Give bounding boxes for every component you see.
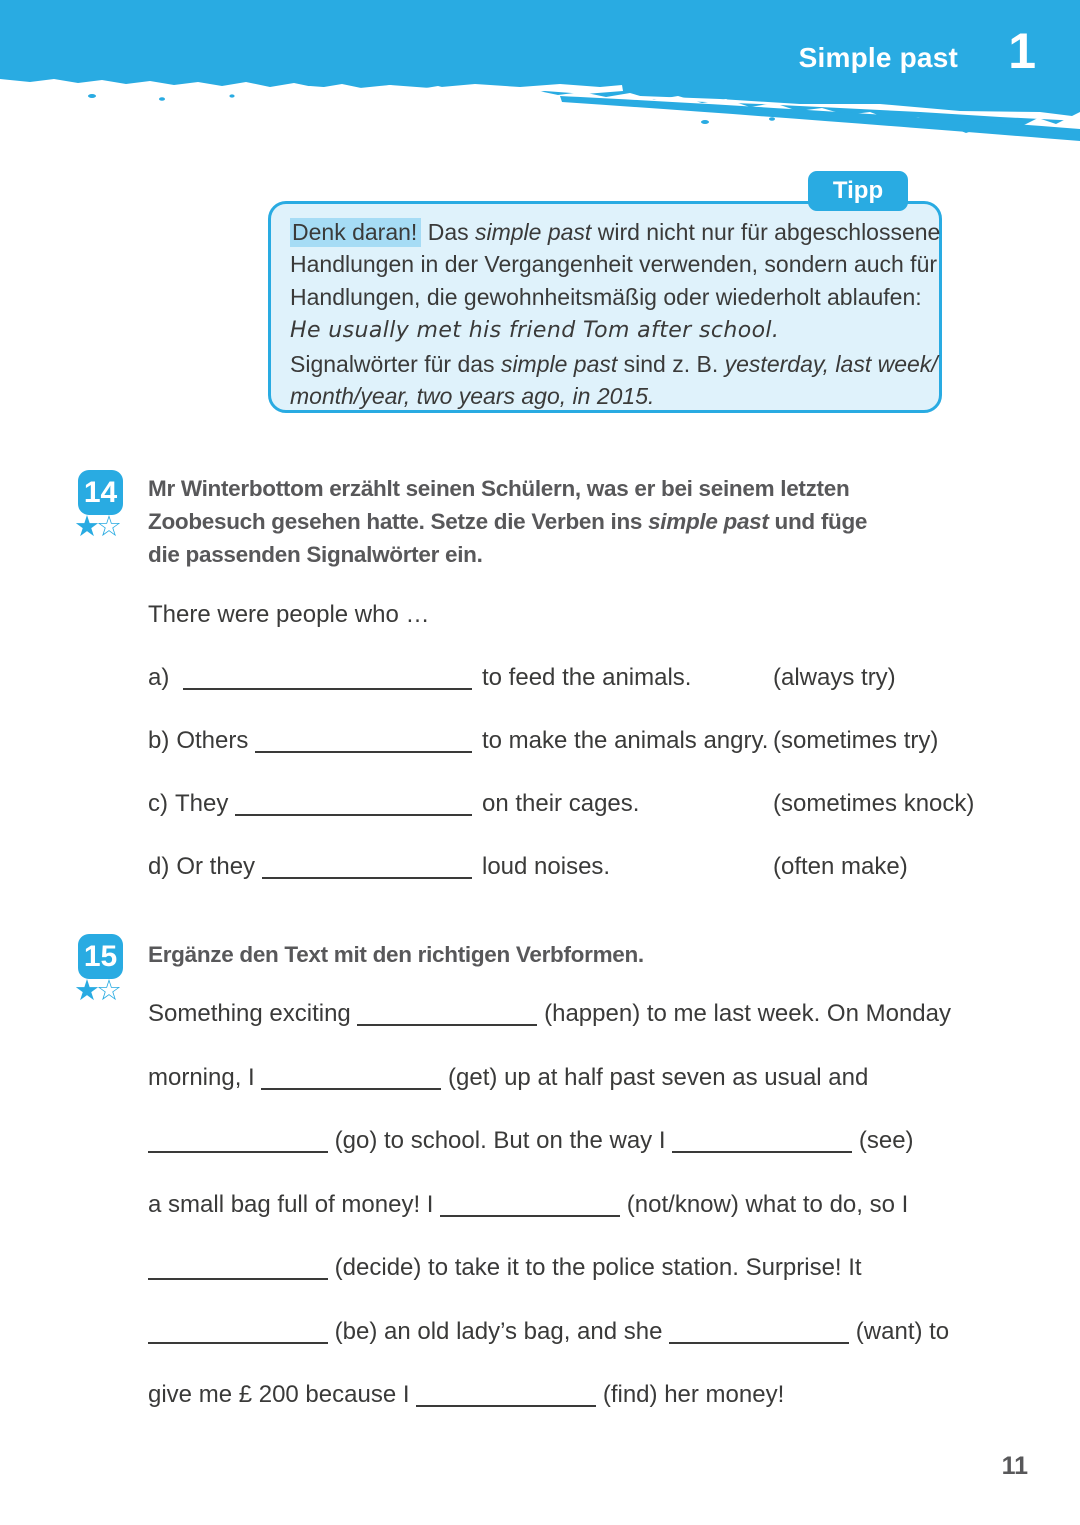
- text-segment: (decide) to take it to the police station. Surprise! It: [328, 1254, 862, 1281]
- text-segment: (find) her money!: [596, 1381, 785, 1408]
- item-post-text: loud noises.: [482, 853, 611, 880]
- text-segment: morning, I: [148, 1063, 262, 1091]
- instruction-line: [148, 538, 908, 571]
- exercise14-number-badge: 14: [78, 470, 123, 515]
- fill-in-blank[interactable]: [148, 1278, 328, 1280]
- fill-in-blank[interactable]: [416, 1405, 596, 1407]
- text-segment: (get) up at half past seven as usual and: [441, 1063, 869, 1091]
- text-segment: simple past: [475, 219, 592, 245]
- item-left: [148, 664, 472, 692]
- fill-in-blank[interactable]: [183, 688, 472, 690]
- text-segment: sind z. B.: [617, 350, 725, 377]
- item-label: b): [148, 727, 170, 754]
- text-line: [148, 1190, 1028, 1220]
- chapter-number: 1: [1008, 23, 1036, 79]
- text-segment: wird nicht nur für abgeschlossene: [591, 219, 941, 245]
- text-segment: Handlungen in der Vergangenheit verwenden, sondern auch für: [290, 251, 938, 278]
- text-segment: Handlungen, die gewohnheitsmäßig oder wiederholt ablaufen:: [290, 283, 922, 310]
- fill-in-blank[interactable]: [235, 814, 472, 816]
- item-post-text: to feed the animals.: [482, 664, 692, 691]
- text-segment: (go) to school. But on the way I: [328, 1127, 673, 1154]
- tip-line: [290, 313, 925, 347]
- text-segment: Mr Winterbottom erzählt seinen Schülern, was er bei seinem letzten: [148, 476, 850, 501]
- text-segment: Zoobesuch gesehen hatte. Setze die Verben ins: [148, 509, 649, 534]
- text-segment: Something exciting: [148, 1000, 358, 1027]
- fill-in-blank[interactable]: [261, 1088, 441, 1090]
- tip-line: [290, 348, 938, 380]
- exercise15-instruction: Ergänze den Text mit den richtigen Verbformen.: [148, 942, 644, 967]
- text-segment: und füge: [768, 509, 868, 534]
- text-segment: die passenden Signalwörter ein.: [148, 542, 483, 567]
- exercise14-difficulty-stars: [74, 509, 118, 543]
- text-segment: (see): [852, 1127, 914, 1154]
- text-segment: Signalwörter für das: [290, 350, 501, 377]
- item-label: a): [148, 664, 170, 691]
- item-pre-text: Or they: [176, 853, 256, 880]
- item-hint: (always try): [773, 664, 896, 691]
- text-line: [148, 1317, 1028, 1347]
- text-segment: a small bag full of money! I: [148, 1190, 441, 1218]
- fill-in-blank[interactable]: [669, 1342, 849, 1344]
- item-left: [148, 727, 472, 755]
- exercise14-instruction: [148, 472, 908, 571]
- page-number: 11: [1001, 1452, 1028, 1480]
- tip-tab-label: Tipp: [808, 171, 908, 211]
- star-filled-icon: ★: [74, 509, 96, 543]
- text-segment: month/year, two years ago, in 2015.: [290, 383, 655, 410]
- chapter-title: Simple past: [798, 42, 958, 73]
- item-post-text: to make the animals angry.: [482, 727, 769, 754]
- tip-line: [290, 216, 941, 248]
- star-outline-icon: ☆: [96, 509, 118, 543]
- item-hint: (sometimes knock): [773, 790, 975, 817]
- exercise14-item-d: [148, 853, 1028, 883]
- star-filled-icon: ★: [74, 973, 96, 1007]
- exercise15-text: [148, 999, 1028, 1444]
- text-segment: (happen) to me last week. On Monday: [537, 1000, 951, 1027]
- fill-in-blank[interactable]: [672, 1151, 852, 1153]
- exercise15-number-badge: 15: [78, 934, 123, 979]
- text-segment: (not/know) what to do, so I: [620, 1190, 909, 1218]
- text-segment: yesterday, last week/: [724, 350, 938, 377]
- item-left: [148, 790, 472, 818]
- fill-in-blank[interactable]: [255, 751, 472, 753]
- text-line: [148, 1380, 1028, 1410]
- text-segment: Das: [421, 219, 475, 245]
- star-outline-icon: ☆: [96, 973, 118, 1007]
- text-segment: (want) to: [849, 1317, 950, 1345]
- tip-line: [290, 380, 925, 412]
- fill-in-blank[interactable]: [357, 1024, 537, 1026]
- text-line: [148, 1063, 1028, 1093]
- text-line: [148, 999, 1028, 1029]
- instruction-line: [148, 472, 908, 505]
- item-hint: (sometimes try): [773, 727, 939, 754]
- instruction-line: [148, 505, 908, 538]
- exercise14-item-b: [148, 727, 1028, 757]
- text-segment: simple past: [500, 350, 618, 377]
- fill-in-blank[interactable]: [440, 1215, 620, 1217]
- text-line: [148, 1253, 1028, 1283]
- fill-in-blank[interactable]: [148, 1151, 328, 1153]
- text-segment: Denk daran!: [290, 218, 421, 247]
- text-segment: simple past: [648, 509, 769, 534]
- tip-box: [268, 201, 942, 413]
- item-hint: (often make): [773, 853, 908, 880]
- text-segment: give me £ 200 because I: [148, 1381, 417, 1408]
- item-label: c): [148, 790, 168, 817]
- tip-line: [290, 281, 925, 313]
- tip-line: [290, 248, 938, 280]
- text-segment: (be) an old lady’s bag, and she: [328, 1317, 670, 1345]
- exercise14-item-c: [148, 790, 1028, 820]
- exercise15-difficulty-stars: [74, 973, 118, 1007]
- item-pre-text: Others: [176, 727, 249, 754]
- text-line: [148, 1126, 1028, 1156]
- text-segment: He usually met his friend Tom after school.: [290, 318, 780, 344]
- item-label: d): [148, 853, 170, 880]
- item-left: [148, 853, 472, 881]
- item-pre-text: They: [175, 790, 229, 817]
- fill-in-blank[interactable]: [262, 877, 472, 879]
- header-brush-banner: [0, 0, 1080, 150]
- exercise14-intro-sentence: There were people who …: [148, 601, 430, 628]
- item-post-text: on their cages.: [482, 790, 640, 817]
- exercise14-item-a: [148, 664, 1028, 694]
- exercise14-items: [148, 664, 1028, 916]
- fill-in-blank[interactable]: [148, 1342, 328, 1344]
